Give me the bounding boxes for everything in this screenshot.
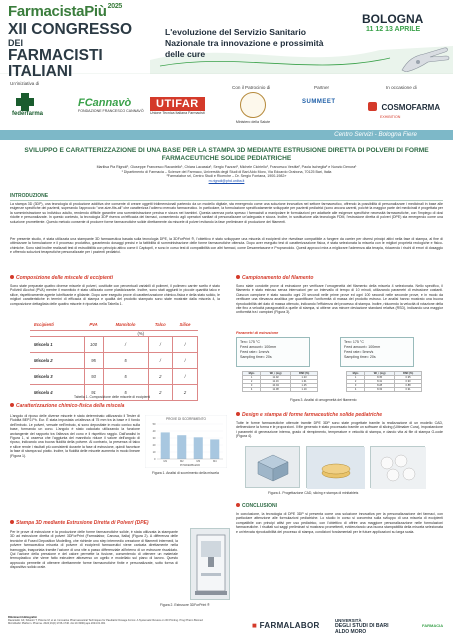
conclusions-heading-text: CONCLUSIONI <box>242 503 277 509</box>
mass-cell: 11.16 <box>261 380 291 384</box>
intro-divider <box>10 200 443 201</box>
printer-paragraph: Per le prove di estrusione e la produzione delle forme farmaceutiche solide, è stata utilizzata la stampante 3D ad estrusione diretta di polveri 3DForPrint (Farmalabor, Canosa, Italia) (Figura 2). A differenza delle tecniche di Fused Deposition Modelling, che richiede uno step intermedio creazione di filamenti intermedi, la polvere farmaceutica miscela di polvere di eccipienti farmaceutici viene caricata direttamente nella tramoggia, trasportata tramite l'azione di una vite a passo differenziale all'interno di un estrusore riscaldato. Qui l'azione della pressione e del calore permette la fusione, consentendo di ottenere un materiale termoplastico che viene fatto estrudere attraverso un ugello e modellato sul piano di lavoro. Questo approccio permette di ottenere direttamente forme farmaceutiche finite e personalizzate, sotto forma di dispositivo solido orale. <box>10 530 178 570</box>
brand-name: FarmacistaPiù <box>8 3 107 20</box>
mass-cell: 1.19 <box>291 388 318 392</box>
figure-4-caption: Figura 4. Progettazione CAD, slicing e stampa di minitablets <box>268 491 359 495</box>
utifar-name: UTIFAR <box>150 97 205 111</box>
cad-cube-icon <box>246 447 301 489</box>
extrusion-params-box-b <box>340 337 414 367</box>
mass-cell: 3 <box>347 384 365 388</box>
param-line: Sampling time= 20s <box>344 355 376 359</box>
table-cell: 93 <box>84 368 103 384</box>
bullet-icon <box>10 403 14 407</box>
filament-heading <box>236 275 313 281</box>
mass-cell: 8.35 <box>365 376 395 380</box>
table-row <box>347 388 422 392</box>
intro-paragraph-1: La stampa 3D (3DP), una tecnologia di produzione additiva che consente di creare oggetti tridimensionali partendo da un modello digitale, sta emergendo come una soluzione innovativa nel settore farmaceutico, offrendo la possibilità di personalizzare i medicinali in base alle esigenze specifiche dei pazienti, superando l'approccio "one-size-fits-all" che caratterizza l'odierno mercato farmaceutico. In particolare, la formulazione specificatamente sviluppate per pazienti pediatrici (sono ancora carenti, poiché la maggior parte dei medicinali è progettata per la somministrazione su individuo adulto, rendendo difficile garantire una somministrazione precisa e sicura nei bambini. Questa carenza porta spesso i farmacisti a manipolare le formulazioni per adattarle alle esigenze specifiche necessità farmaceutiche, con l'impiego di dosi ridotte e personalizzate. In questo contesto, la tecnologia 3DP riserva un'efficacia dei farmaci, consentendo agli operatori sanitari di personalizzare un'adeguata e sicura. Inoltre, in sostituzione alla tecnologia FDM, l'estrusione diretta di polveri (DPE) sta emergendo come una soluzione promettente. Questo metodo consente di produrre forme farmaceutiche solide direttamente da miscele di polveri evitando la fase preliminare di produzione dei filamenti. <box>10 202 443 224</box>
table-unit: (%) <box>84 330 197 336</box>
partner-label: Partner <box>314 85 330 90</box>
table-cell: 5 <box>103 384 148 400</box>
tablets-icon <box>371 447 426 489</box>
extrusion-params-heading: Parametri di estrusione <box>236 331 279 335</box>
intro-paragraph-2: Per presente studio, è stata utilizzata una stampante 3D farmaceutica basata sulla tecnologia DPE, la 3DForPrint ®, l'obiettivo è stato sviluppare una miscela di eccipienti che rivestisse compatibile a fungere da carrier per diversi principi attivi nella fase di stampa, al fine di ottimizzare la formulazione e il processo produttivo, garantendo dosaggi precisi e la fattibilità di somministrazione delle forme farmaceutiche ottenuta. Dopo aver eseguito test di caratterizzazione fisica, è stata selezionata la miscela con le migliori proprietà reologiche e fisico-chimiche. Sono stati inoltre realizzati test di estrudibilità con principio attivo come il Captopril, e sono in corso test di compatibilità con altri farmaci, come Desametasone e Propranololo. Questi approcci mira a migliorare l'aderenza alla terapia, riducendo i rischi di errori di dosaggio e offrendo soluzioni terapeutiche personalizzate per i pazienti pediatrici. <box>10 237 443 255</box>
bullet-icon <box>10 275 14 279</box>
filament-heading-text: Campionamento del filamento <box>242 275 314 281</box>
university-logo <box>335 618 420 635</box>
intro-heading: INTRODUZIONE <box>10 193 49 199</box>
farmalabor-logo <box>252 621 320 630</box>
mass-cell: 0.95 <box>395 376 422 380</box>
paper-title: SVILUPPO E CARATTERIZZAZIONE DI UNA BASE PER LA STAMPA 3D MEDIANTE ESTRUSIONE DIRETTA DI POLVERI DI FORME FARMACEUTICHE SOLIDE PEDIATRICHE <box>24 147 429 162</box>
table-cell: 5 <box>103 368 148 384</box>
corresponding-email[interactable]: m.rignoli@phd.uniba.it <box>208 178 245 183</box>
university-line: ALDO MORO <box>335 629 367 635</box>
y-tick-label: 10 <box>152 451 156 454</box>
conclusions-paragraph: In conclusione, la tecnologia di DPE 3DP si presenta come una soluzione innovativa per la personalizzazione dei farmaci, con particolare attenzione alle formulazioni pediatriche. Lo studio in corso si concentra sulla sviluppo di una miscela di eccipienti compatibile con principi attivi per uso pediatrico, con l'obiettivo di offrire una maggiore personalizzazione nelle formulazioni farmaceutiche. I risultati sui saggi preliminari si mostrano promettenti, evidenziando una buona stampabilità della miscela selezionata e un'elevata riproducibilità del processo di stampa, condizioni fondamentali per le future applicazioni su larga scala. <box>236 512 443 534</box>
param-line: Feed amount= 100mm <box>344 345 381 349</box>
table-header: Talco <box>148 320 173 330</box>
table-cell: 2 <box>148 384 173 400</box>
figure-1-caption: Figura 1. Analisi di scorrimento della miscela <box>152 471 219 475</box>
design-heading <box>236 412 382 418</box>
brand-logo <box>8 3 122 20</box>
table-header: PVA <box>84 320 103 330</box>
table-cell: 91 <box>84 384 103 400</box>
bullet-icon <box>236 275 240 279</box>
printer-heading-text: Stampa 3D mediante Estrusione Diretta di Polveri (DPE) <box>16 520 149 526</box>
y-tick-label: 40 <box>152 430 156 433</box>
table-row-label: Miscela 4 <box>30 384 84 400</box>
figure-3-caption: Figura 3. Analisi di omogeneità del filamento <box>290 398 357 402</box>
chart-bar <box>161 432 170 459</box>
affiliation-1: ¹ Dipartimento di Farmacia – Scienze del Farmaco, Università degli Studi di Bari Aldo Moro, Via Edoardo Orabona, 70125 Bari, Italia <box>121 169 332 174</box>
param-line: Feed rate= 1mm/s <box>240 350 270 354</box>
farmacia-logo: FARMACIA <box>422 623 444 628</box>
ministry-caption <box>233 120 273 124</box>
table-cell: 5 <box>103 352 148 368</box>
cosmofarma-name: COSMOFARMA <box>381 103 441 112</box>
table-row <box>243 388 318 392</box>
table-cell: / <box>173 352 198 368</box>
table-cell: 100 <box>84 336 103 352</box>
reference-item: Racaniello GF, Silvestri T, Pistone M, et al. Innovative Pharmaceutical Techniques for Paediatric Dosage Forms: A Systematic Review on 3D Printing. Prog Pharm Biomed Microfluidic Platform. Pharma. 2024;16(2):1726-1746. doi:10.3390/j.aps.2024.01.001 <box>8 619 203 626</box>
federfarma-cross-icon <box>12 93 38 111</box>
references-heading: Riferimenti bibliografici <box>8 616 37 619</box>
summeet-logo <box>302 99 336 105</box>
congress-line: FARMACISTI <box>8 47 103 64</box>
chart-title: PROVE DI SCORRIMENTO <box>166 417 206 421</box>
mass-table-header: RSD (%) <box>395 372 422 376</box>
fcannavo-name: FCannavò <box>78 97 132 109</box>
patronage-label: Con il Patrocinio di <box>232 85 271 90</box>
table-cell: / <box>173 368 198 384</box>
mass-table-a <box>242 371 318 392</box>
table-cell: / <box>103 336 148 352</box>
chart-bar <box>194 437 203 459</box>
mass-cell: 10.94 <box>261 384 291 388</box>
fcannavo-logo <box>78 97 144 113</box>
occasion-label: In occasione di <box>386 85 417 90</box>
design-heading-text: Design e stampa di forme farmaceutiche solide pediatriche <box>242 412 383 418</box>
utifar-logo <box>150 97 205 115</box>
param-line: Ten= 175 °C <box>344 340 364 344</box>
bullet-icon <box>10 520 14 524</box>
congress-header <box>0 0 453 80</box>
table-row <box>30 368 198 384</box>
mass-cell: 8.33 <box>365 388 395 392</box>
composition-heading-text: Composizione delle miscele di eccipienti <box>16 275 113 281</box>
param-line: Feed amount= 100mm <box>240 345 277 349</box>
congress-line: DEI <box>8 38 24 48</box>
mass-cell: 1.31 <box>291 380 318 384</box>
slicing-layers-icon <box>307 447 365 489</box>
congress-tagline: L'evoluzione del Servizio Sanitario Nazionale tra innovazione e prossimità delle cure <box>165 27 324 59</box>
y-tick-label: 0 <box>154 458 156 461</box>
x-tick-label: M1 <box>163 460 168 463</box>
x-tick-label: M3 <box>196 460 201 463</box>
mass-cell: 1.23 <box>291 376 318 380</box>
table-cell: / <box>173 336 198 352</box>
table-row <box>30 336 198 352</box>
3d-printer-icon <box>191 529 231 601</box>
fcannavo-subtitle: FONDAZIONE FRANCESCO CANNAVÒ <box>78 109 144 113</box>
x-tick-label: M2 <box>179 460 184 463</box>
minitablets-photo <box>370 446 425 488</box>
characterization-heading-text: Caratterizzazione chimico-fisica della miscela <box>16 403 125 409</box>
x-axis-label: POWDERBLEND <box>179 464 201 467</box>
mass-cell: 0.90 <box>395 380 422 384</box>
mass-cell: 0.88 <box>395 384 422 388</box>
mass-cell: 8.41 <box>365 380 395 384</box>
utifar-subtitle: Unione Tecnica Italiana Farmacisti <box>150 111 205 115</box>
flow-test-chart <box>145 415 227 468</box>
table-cell: / <box>148 352 173 368</box>
printer-heading <box>10 520 149 526</box>
mass-table-header: Wt_i (mg) <box>365 372 395 376</box>
table-cell: 2 <box>173 384 198 400</box>
summeet-name: SUMMEET <box>302 99 336 105</box>
mass-cell: 1.25 <box>291 384 318 388</box>
figure-2-caption: Figura 2. Estrusore 3DForPrint ® <box>160 603 210 607</box>
mass-cell: 8.28 <box>365 384 395 388</box>
university-line: DEGLI STUDI DI BARI <box>335 623 389 629</box>
printer-photo <box>190 528 230 600</box>
mass-cell: 4 <box>243 388 261 392</box>
congress-title <box>8 22 148 80</box>
table-header: Mannitolo <box>103 320 148 330</box>
ministry-seal <box>240 92 266 118</box>
cosmofarma-subtitle: EXHIBITION <box>380 115 401 119</box>
brand-year: 2025 <box>107 3 123 10</box>
affiliation-2: ²Farmalabor srl, Centro Studi e Ricerche – Dr. Sergio Fontana, 1900-1982» <box>166 174 287 179</box>
table-header: Silice <box>173 320 198 330</box>
y-tick-label: 20 <box>152 444 156 447</box>
sponsors-bar <box>0 75 453 130</box>
y-tick-label: 30 <box>152 437 156 440</box>
table-row-label: Miscela 1 <box>30 336 84 352</box>
initiative-label: Un'iniziativa di <box>10 81 40 86</box>
venue-label: Centro Servizi - Bologna Fiere <box>334 131 417 138</box>
table-cell: / <box>148 336 173 352</box>
slicing-image <box>306 446 364 488</box>
table-1-caption: Tabella 1. Composizione delle miscele di eccipienti <box>74 395 151 399</box>
cad-model-image <box>245 446 300 488</box>
mass-cell: 4 <box>347 388 365 392</box>
ministry-name: Ministero della Salute <box>235 120 271 124</box>
param-line: Ten= 175 °C <box>240 340 260 344</box>
mass-table-header: RSD (%) <box>291 372 318 376</box>
composition-heading <box>10 275 113 281</box>
design-paragraph: Tutte le forme farmaceutiche ottenute tramite DPE 3DP sono state progettate tramite la realizzazione di un modello CAD, definendone la forma e le proporzioni. Il file generato è stato processato tramite un software di slicing (Ultimaker Cura), impostandone i parametri di generazione interna, grado di riempimento, temperature e velocità di stampa, e dando vita al file di stampa G-code (Figura 4). <box>236 421 443 439</box>
references-block <box>8 616 208 626</box>
mass-cell: 1 <box>243 376 261 380</box>
mass-cell: 2 <box>347 380 365 384</box>
extrusion-params-box-a <box>236 337 310 367</box>
table-cell: 2 <box>148 368 173 384</box>
conclusions-heading <box>236 503 277 509</box>
cosmofarma-mark-icon <box>368 102 377 111</box>
table-cell: 95 <box>84 352 103 368</box>
university-line: UNIVERSITÀ <box>335 618 362 623</box>
table-row-label: Miscela 3 <box>30 368 84 384</box>
table-row-label: Miscela 2 <box>30 352 84 368</box>
mass-cell: 0.91 <box>395 388 422 392</box>
venue-bar <box>0 130 453 140</box>
mass-cell: 3 <box>243 384 261 388</box>
table-row <box>30 352 198 368</box>
table-1-composition <box>30 320 198 401</box>
chart-bar <box>210 439 219 459</box>
federfarma-name: federfarma <box>12 111 44 117</box>
mass-cell: 2 <box>243 380 261 384</box>
mass-table-header: Mg/s <box>347 372 365 376</box>
mass-table-b <box>346 371 422 392</box>
dates-label: 11 12 13 APRILE <box>366 26 421 33</box>
mass-cell: 11.02 <box>261 376 291 380</box>
x-tick-label: M4 <box>212 460 217 463</box>
bullet-icon <box>236 412 240 416</box>
characterization-heading <box>10 403 124 409</box>
congress-line: ITALIANI <box>8 63 73 80</box>
federfarma-logo <box>12 93 43 117</box>
table-header: Eccipienti <box>30 320 84 330</box>
cosmofarma-logo <box>368 97 440 119</box>
farmalabor-mark-icon: ■ <box>252 621 258 630</box>
mass-cell: 11.08 <box>261 388 291 392</box>
filament-paragraph: Sono state condotte prove di estrusione per verificare l'omogeneità del filamento della miscela 4 selezionata. Nello specifico, il filamento è stato estruso senza interruzioni per un intervallo di tempo di 10 minuti, utilizzando parametri di estrusione costanti. Ciascun campione è stato raccolto ogni 20 secondi nelle prime prove ed ogni 100 secondi nelle seconde prove, e in modo da verificare una rilevanza analitica per quantificare l'uniformità di massa del prodotto estruso. Le analisi hanno mostrato una buona riproducibilità del dato di massa ottenuto, indicando l'efficienza del processo di stampa. Inoltre, riducendo la velocità di rotazione della vite fino a velocità paragonabili a quelle di stampa, si ottiene una minore deviazione standard relativa (RSD), indicando una maggior uniformità tra i campioni (Figura 3). <box>236 284 443 315</box>
y-tick-label: 50 <box>152 423 156 426</box>
characterization-paragraph: L'angolo di riposo delle diverse miscele è stato determinato utilizzando il Tester di Fluidità BEP2.Ph. Eur. È stata impostata un'altezza di 75 mm tra la base e il fondo dell'imbuto. Le polveri, versate nell'imbuto, si sono depositate in modo conico sulla base, formando un cono. L'angolo è stato calcolato utilizzando la funzione arctangente del rapporto tra l'altezza del cono e il rispettivo raggio. Dall'analisi in Figura 1, si osserva che l'aggiunta del mannitolo riduce il valore dell'angolo di riposo, indicando una buona fluidità della polvere. Al contrario, la presenza di talco e silice rende i risultati più consistenti durante la fase di estrusione, quindi favorisce la fase di stampa sul piatto. Inoltre, la fluidità delle miscele aumenta in modo lineare (Figura 1). <box>10 414 140 458</box>
mass-table-header: Mg/s <box>243 372 261 376</box>
congress-line: XII CONGRESSO <box>8 21 133 38</box>
city-label: BOLOGNA <box>362 12 424 26</box>
bullet-icon <box>236 503 240 507</box>
composition-paragraph: Sono state preparate quattro diverse miscele di polveri, costituite con percentuali variabili di polimeri, il polimero carrier scelto è stato Polivinil Alcohol (PVA) mentre il mannitolo è stato utilizzato come plasticizzante. Inoltre, sono stati aggiunti in piccole quantità talco e silice, rispettivamente agente lubrificante e glidante. Dopo aver eseguito prove di caratterizzazione chimico-fisica e della stato solido, le migliori caratteristiche in termini di efficacia di stampa e qualità del prodotto stampato sono state mostrate dalla miscela 4, la composizione dettagliata delle quattro miscele è riportata nella Tabella 1. <box>10 284 220 306</box>
paper-authors: Marilisa Pia Rignoli¹, Giuseppe Francesco Racaniello¹, Chiara Lacassia¹, Sergio Fazzari¹, Michele Ciciriello¹, Francesco Vestita², Paola Ischeglia² e Nunzio Denora¹ <box>96 165 357 169</box>
param-line: Sampling time= 20s <box>240 355 272 359</box>
ministry-seal-icon <box>240 92 266 118</box>
farmalabor-name: FARMALABOR <box>259 621 320 630</box>
paper-authors-block <box>10 165 443 183</box>
mass-cell: 1 <box>347 376 365 380</box>
param-line: Feed rate= 5mm/s <box>344 350 374 354</box>
chart-bar <box>177 435 186 459</box>
mass-table-header: Wt_i (mg) <box>261 372 291 376</box>
poster-footer <box>0 616 453 640</box>
robot-hand-icon <box>394 32 450 72</box>
